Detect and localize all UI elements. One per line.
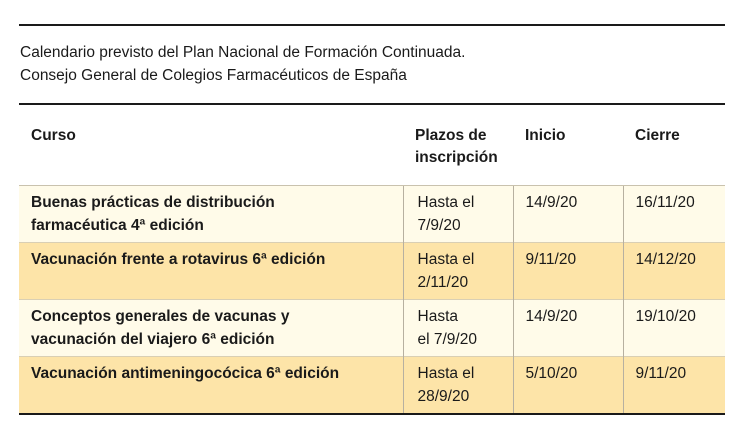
- deadline-line-1: Hasta el: [417, 365, 475, 382]
- course-calendar: [19, 24, 725, 415]
- header-inicio: Inicio: [525, 127, 566, 144]
- registration-deadline: [403, 300, 513, 357]
- header-plazos-line-1: Plazos de: [415, 127, 487, 144]
- table-row: [19, 357, 725, 414]
- table-caption: [19, 26, 725, 103]
- header-curso: Curso: [31, 127, 76, 144]
- course-name-line-2: farmacéutica 4ª edición: [31, 217, 204, 234]
- deadline-line-1: Hasta: [417, 308, 458, 325]
- end-date: 14/12/20: [623, 243, 725, 300]
- schedule-table: [19, 105, 725, 413]
- deadline-line-2: 7/9/20: [417, 217, 461, 234]
- deadline-line-2: el 7/9/20: [417, 331, 477, 348]
- header-plazos-line-2: inscripción: [415, 149, 498, 166]
- course-name: [19, 300, 403, 357]
- start-date: 14/9/20: [513, 186, 623, 243]
- start-date: 9/11/20: [513, 243, 623, 300]
- table-row: [19, 186, 725, 243]
- start-date: 5/10/20: [513, 357, 623, 414]
- start-date: 14/9/20: [513, 300, 623, 357]
- course-name-line-1: Vacunación frente a rotavirus 6ª edición: [31, 251, 326, 268]
- end-date: 19/10/20: [623, 300, 725, 357]
- course-name: [19, 243, 403, 300]
- course-name-line-1: Conceptos generales de vacunas y: [31, 308, 290, 325]
- table-row: [19, 300, 725, 357]
- bottom-rule: [19, 413, 725, 415]
- deadline-line-1: Hasta el: [417, 194, 475, 211]
- header-row: [19, 105, 725, 186]
- end-date: 9/11/20: [623, 357, 725, 414]
- registration-deadline: [403, 186, 513, 243]
- course-name-line-2: vacunación del viajero 6ª edición: [31, 331, 275, 348]
- caption-line-1: Calendario previsto del Plan Nacional de Formación Continuada.: [20, 44, 466, 61]
- registration-deadline: [403, 357, 513, 414]
- registration-deadline: [403, 243, 513, 300]
- deadline-line-2: 28/9/20: [417, 388, 470, 405]
- end-date: 16/11/20: [623, 186, 725, 243]
- header-cierre: Cierre: [635, 127, 680, 144]
- caption-line-2: Consejo General de Colegios Farmacéuticos de España: [20, 67, 407, 84]
- deadline-line-1: Hasta el: [417, 251, 475, 268]
- table-row: [19, 243, 725, 300]
- deadline-line-2: 2/11/20: [417, 274, 469, 291]
- course-name: [19, 186, 403, 243]
- course-name: [19, 357, 403, 414]
- header-plazos: [403, 105, 513, 186]
- course-name-line-1: Buenas prácticas de distribución: [31, 194, 275, 211]
- course-name-line-1: Vacunación antimeningocócica 6ª edición: [31, 365, 340, 382]
